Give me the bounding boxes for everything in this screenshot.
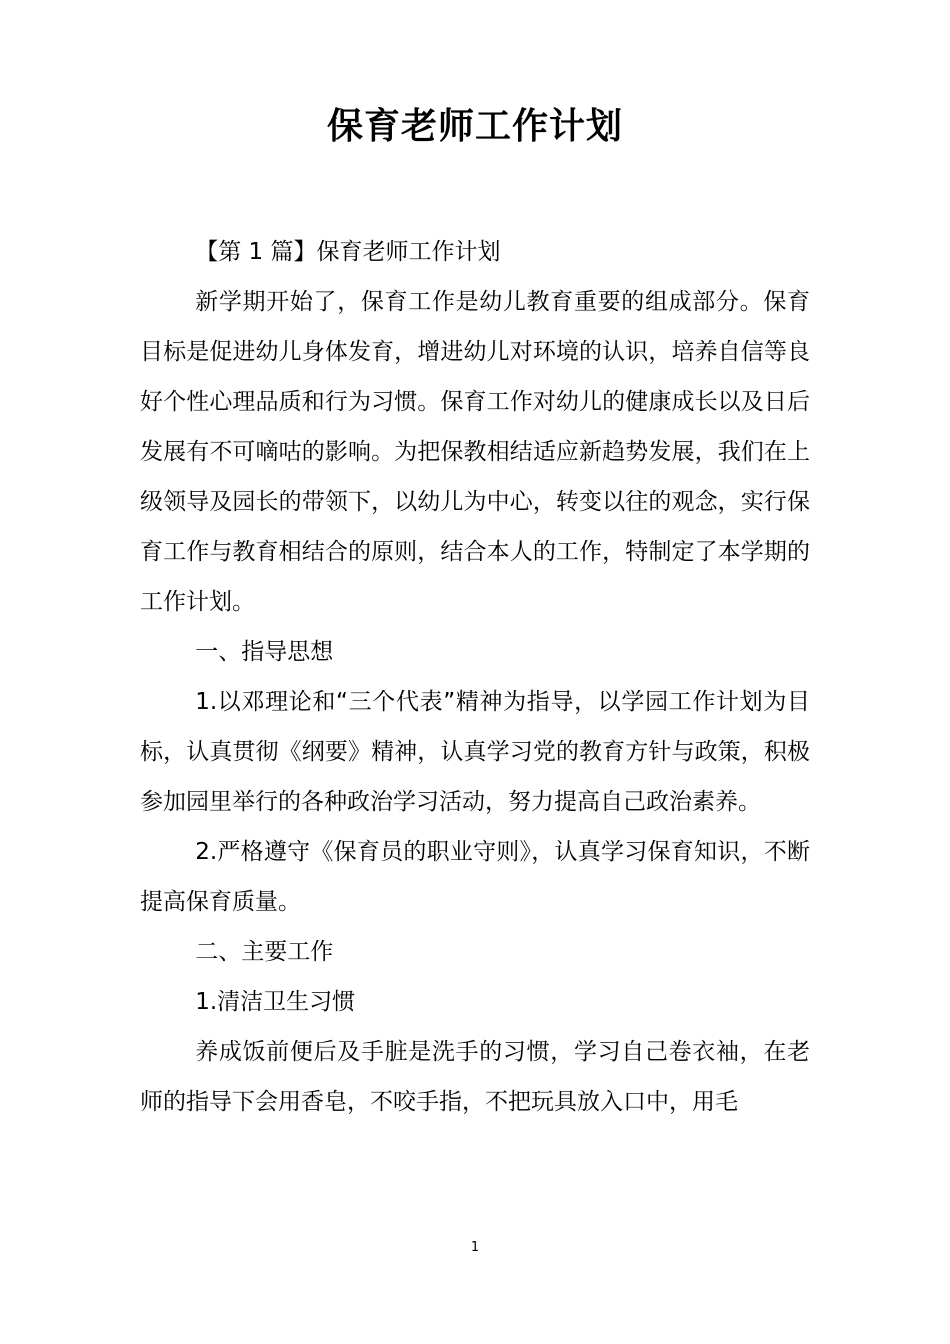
section-heading-main-work: 二、主要工作	[195, 939, 334, 965]
page-number: 1	[470, 1240, 480, 1255]
section-heading-article-1: 【第 1 篇】保育老师工作计划	[195, 239, 501, 265]
subsection-heading-hygiene: 1.清洁卫生习惯	[195, 989, 356, 1015]
section-heading-guiding-thought: 一、指导思想	[195, 639, 334, 665]
document-title: 保育老师工作计划	[326, 106, 623, 147]
paragraph-guiding-2: 2.严格遵守《保育员的职业守则》，认真学习保育知识，不断提高保育质量。	[140, 839, 810, 915]
paragraph-intro: 新学期开始了，保育工作是幼儿教育重要的组成部分。保育目标是促进幼儿身体发育，增进幼儿对环境的认识，培养自信等良好个性心理品质和行为习惯。保育工作对幼儿的健康成长以及日后发展有不可嘀咕的影响。为把保教相结适应新趋势发展，我们在上级领导及园长的带领下，以幼儿为中心，转变以往的观念，实行保育工作与教育相结合的原则，结合本人的工作，特制定了本学期的工作计划。	[140, 289, 810, 615]
document-body	[140, 227, 810, 1127]
paragraph-hygiene: 养成饭前便后及手脏是洗手的习惯，学习自己卷衣袖，在老师的指导下会用香皂，不咬手指，不把玩具放入口中，用毛	[140, 1039, 810, 1115]
paragraph-guiding-1: 1.以邓理论和“三个代表”精神为指导，以学园工作计划为目标，认真贯彻《纲要》精神，认真学习党的教育方针与政策，积极参加园里举行的各种政治学习活动，努力提高自己政治素养。	[140, 689, 810, 815]
